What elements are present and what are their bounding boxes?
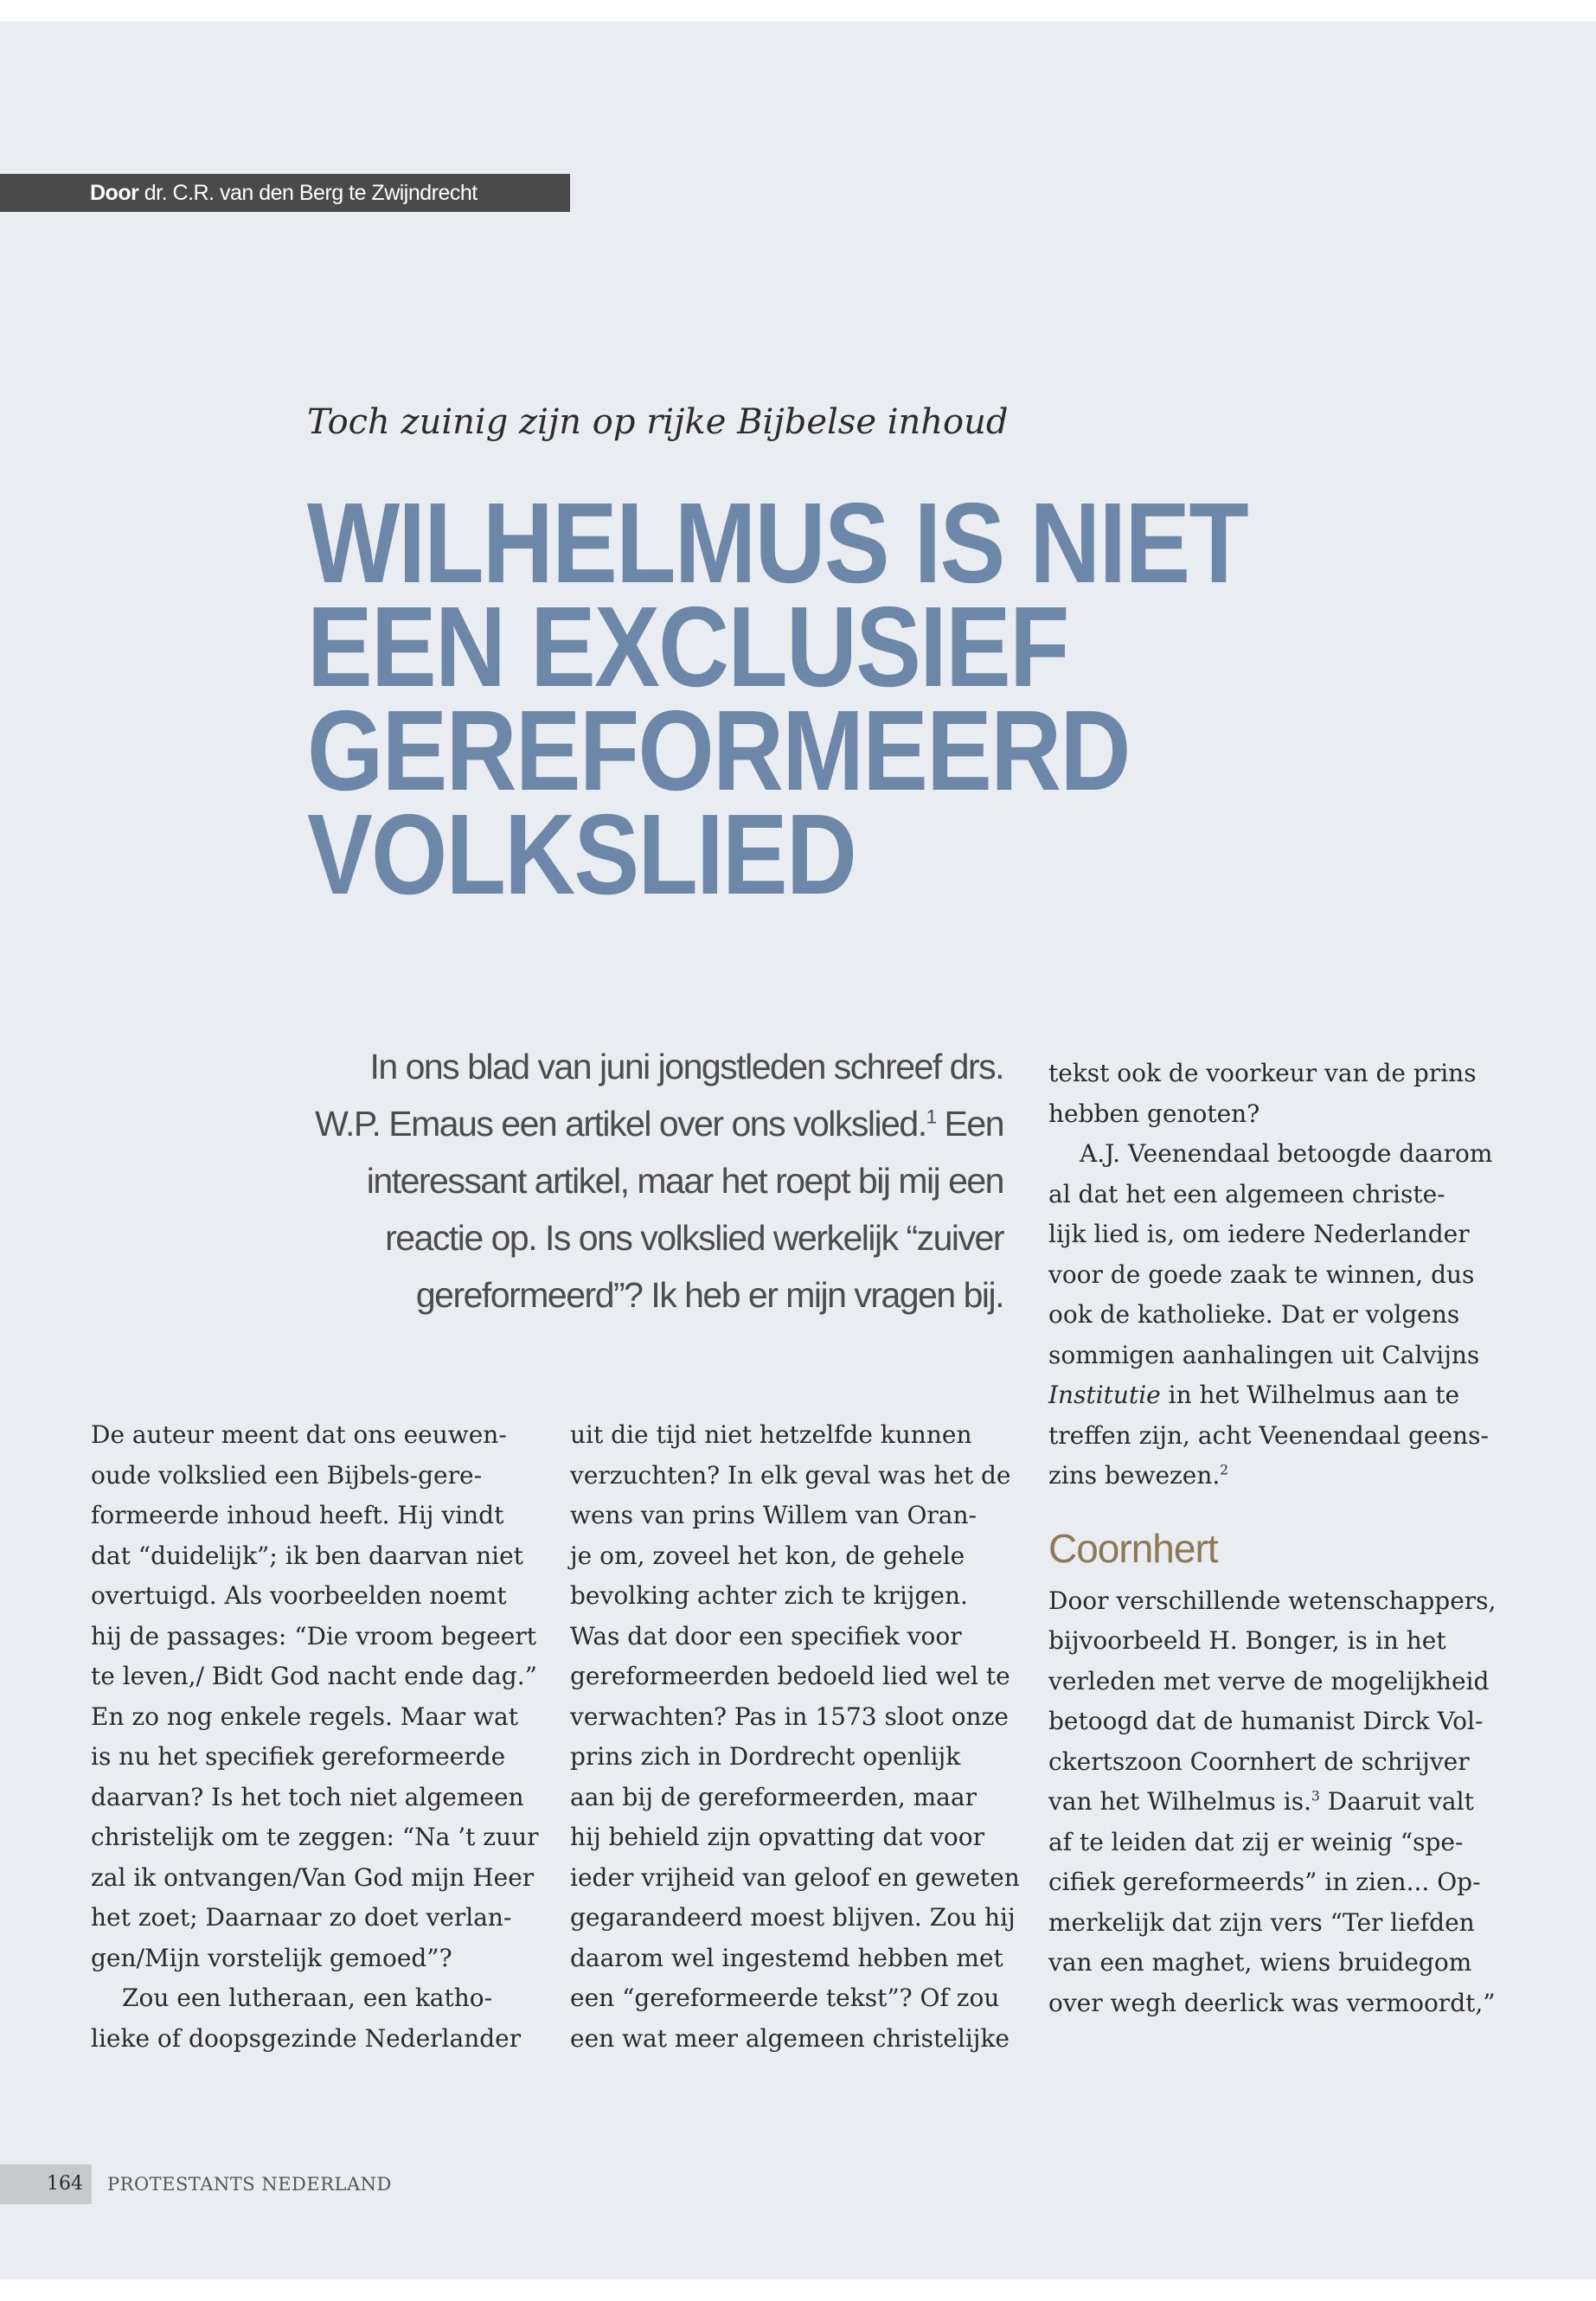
text-line: merkelijk dat zijn vers “Ter liefden [1048, 1907, 1475, 1937]
headline-line: GEREFORMEERD [307, 687, 1130, 814]
headline-line: EEN EXCLUSIEF [307, 583, 1068, 710]
kicker: Toch zuinig zijn op rijke Bijbelse inhoud [307, 402, 1009, 442]
text-line: formeerde inhoud heeft. Hij vindt [91, 1501, 504, 1529]
byline-bar [0, 174, 570, 212]
text-line: is nu het specifiek gereformeerde [91, 1742, 506, 1771]
byline-prefix: Door [90, 181, 139, 205]
intro-line: reactie op. Is ons volkslied werkelijk “zuiver [385, 1218, 1003, 1258]
headline [307, 479, 1248, 918]
text-line: ieder vrijheid van geloof en geweten [570, 1862, 1020, 1892]
text-line: Zou een lutheraan, een katho- [122, 1984, 493, 2012]
text-line: overtuigd. Als voorbeelden noemt [91, 1581, 507, 1610]
text-line: Was dat door een specifiek voor [570, 1621, 962, 1650]
text-line: lieke of doopsgezinde Nederlander [91, 2023, 522, 2053]
footnote-ref: 3 [1311, 1788, 1320, 1804]
text-line: treffen zijn, acht Veenendaal geens- [1048, 1420, 1489, 1450]
text-line: zins bewezen.$^2$ [1048, 1461, 1229, 1490]
text-line: zal ik ontvangen/Van God mijn Heer [91, 1862, 535, 1892]
intro-line: In ons blad van juni jongstleden schreef drs. [369, 1047, 1003, 1086]
headline-line: WILHELMUS IS NIET [307, 479, 1248, 606]
footnote-ref: 1 [926, 1106, 936, 1128]
text-line: hebben genoten? [1048, 1099, 1260, 1128]
text-line: over wegh deerlick was vermoordt,” [1048, 1988, 1496, 2017]
text-line: hij de passages: “Die vroom begeert [91, 1621, 536, 1650]
intro-line: interessant artikel, maar het roept bij mij een [366, 1161, 1003, 1201]
text-line: dat “duidelijk”; ik ben daarvan niet [91, 1541, 523, 1570]
text-line: oude volkslied een Bijbels-gere- [91, 1460, 483, 1490]
text-line: Institutie in het Wilhelmus aan te [1048, 1381, 1460, 1409]
text-line: daarvan? Is het toch niet algemeen [91, 1782, 524, 1811]
text-line: Door verschillende wetenschappers, [1048, 1586, 1497, 1615]
text-line: christelijk om te zeggen: “Na ’t zuur [91, 1823, 539, 1851]
text-line: gen/Mijn vorstelijk gemoed”? [91, 1943, 452, 1972]
text-line: wens van prins Willem van Oran- [570, 1501, 977, 1529]
publication-name: PROTESTANTS NEDERLAND [107, 2174, 392, 2195]
text-line: daarom wel ingestemd hebben met [570, 1943, 1003, 1972]
text-line: lijk lied is, om iedere Nederlander [1048, 1220, 1470, 1248]
text-line: van het Wilhelmus is.$^3$ Daaruit valt [1048, 1787, 1474, 1816]
footnote-ref: 2 [1220, 1462, 1229, 1478]
text-line: ook de katholieke. Dat er volgens [1048, 1300, 1460, 1329]
text-line: verwachten? Pas in 1573 sloot onze [570, 1702, 1009, 1731]
text-line: een “gereformeerde tekst”? Of zou [570, 1984, 1000, 2012]
text-line: ckertszoon Coornhert de schrijver [1048, 1747, 1470, 1776]
text-line: al dat het een algemeen christe- [1048, 1179, 1445, 1208]
text-line: De auteur meent dat ons eeuwen- [91, 1420, 507, 1449]
text-line: uit die tijd niet hetzelfde kunnen [570, 1420, 972, 1449]
text-line: gegarandeerd moest blijven. Zou hij [570, 1903, 1016, 1932]
text-line: je om, zoveel het kon, de gehele [570, 1541, 965, 1570]
text-line: betoogd dat de humanist Dirck Vol- [1048, 1707, 1484, 1735]
text-line: bijvoorbeeld H. Bonger, is in het [1048, 1626, 1446, 1655]
text-line: aan bij de gereformeerden, maar [570, 1782, 977, 1811]
headline-line: VOLKSLIED [307, 791, 856, 918]
text-line: bevolking achter zich te krijgen. [570, 1581, 968, 1610]
italic-title: Institutie [1048, 1381, 1161, 1409]
text-line: hij behield zijn opvatting dat voor [570, 1823, 985, 1851]
body-column-1 [91, 1415, 539, 2059]
text-line: cifiek gereformeerds” in zien... Op- [1048, 1868, 1481, 1896]
text-line: verzuchten? In elk geval was het de [570, 1460, 1011, 1490]
text-line: En zo nog enkele regels. Maar wat [91, 1702, 518, 1731]
intro-paragraph [294, 1038, 1003, 1324]
text-line: tekst ook de voorkeur van de prins [1048, 1059, 1477, 1087]
text-line: van een maghet, wiens bruidegom [1048, 1948, 1472, 1977]
intro-line: W.P. Emaus een artikel over ons volkslied.$^1$ Een [315, 1104, 1003, 1144]
page-number: 164 [0, 2164, 92, 2204]
text-line: sommigen aanhalingen uit Calvijns [1048, 1340, 1480, 1369]
text-line: af te leiden dat zij er weinig “spe- [1048, 1827, 1464, 1856]
section-subheading: Coornhert [1048, 1525, 1218, 1571]
text-line: voor de goede zaak te winnen, dus [1048, 1259, 1475, 1289]
body-column-3 [1048, 1054, 1497, 2023]
intro-line: gereformeerd”? Ik heb er mijn vragen bij. [415, 1275, 1003, 1315]
text-line: een wat meer algemeen christelijke [570, 2023, 1010, 2053]
text-line: prins zich in Dordrecht openlijk [570, 1742, 961, 1771]
text-line: A.J. Veenendaal betoogde daarom [1080, 1139, 1493, 1168]
byline-author: dr. C.R. van den Berg te Zwijndrecht [144, 181, 478, 205]
text-line: verleden met verve de mogelijkheid [1048, 1666, 1490, 1695]
body-column-2 [570, 1415, 1020, 2059]
text-line: gereformeerden bedoeld lied wel te [570, 1662, 1010, 1690]
text-line: het zoet; Daarnaar zo doet verlan- [91, 1903, 512, 1932]
text-line: te leven,/ Bidt God nacht ende dag.” [91, 1662, 537, 1690]
